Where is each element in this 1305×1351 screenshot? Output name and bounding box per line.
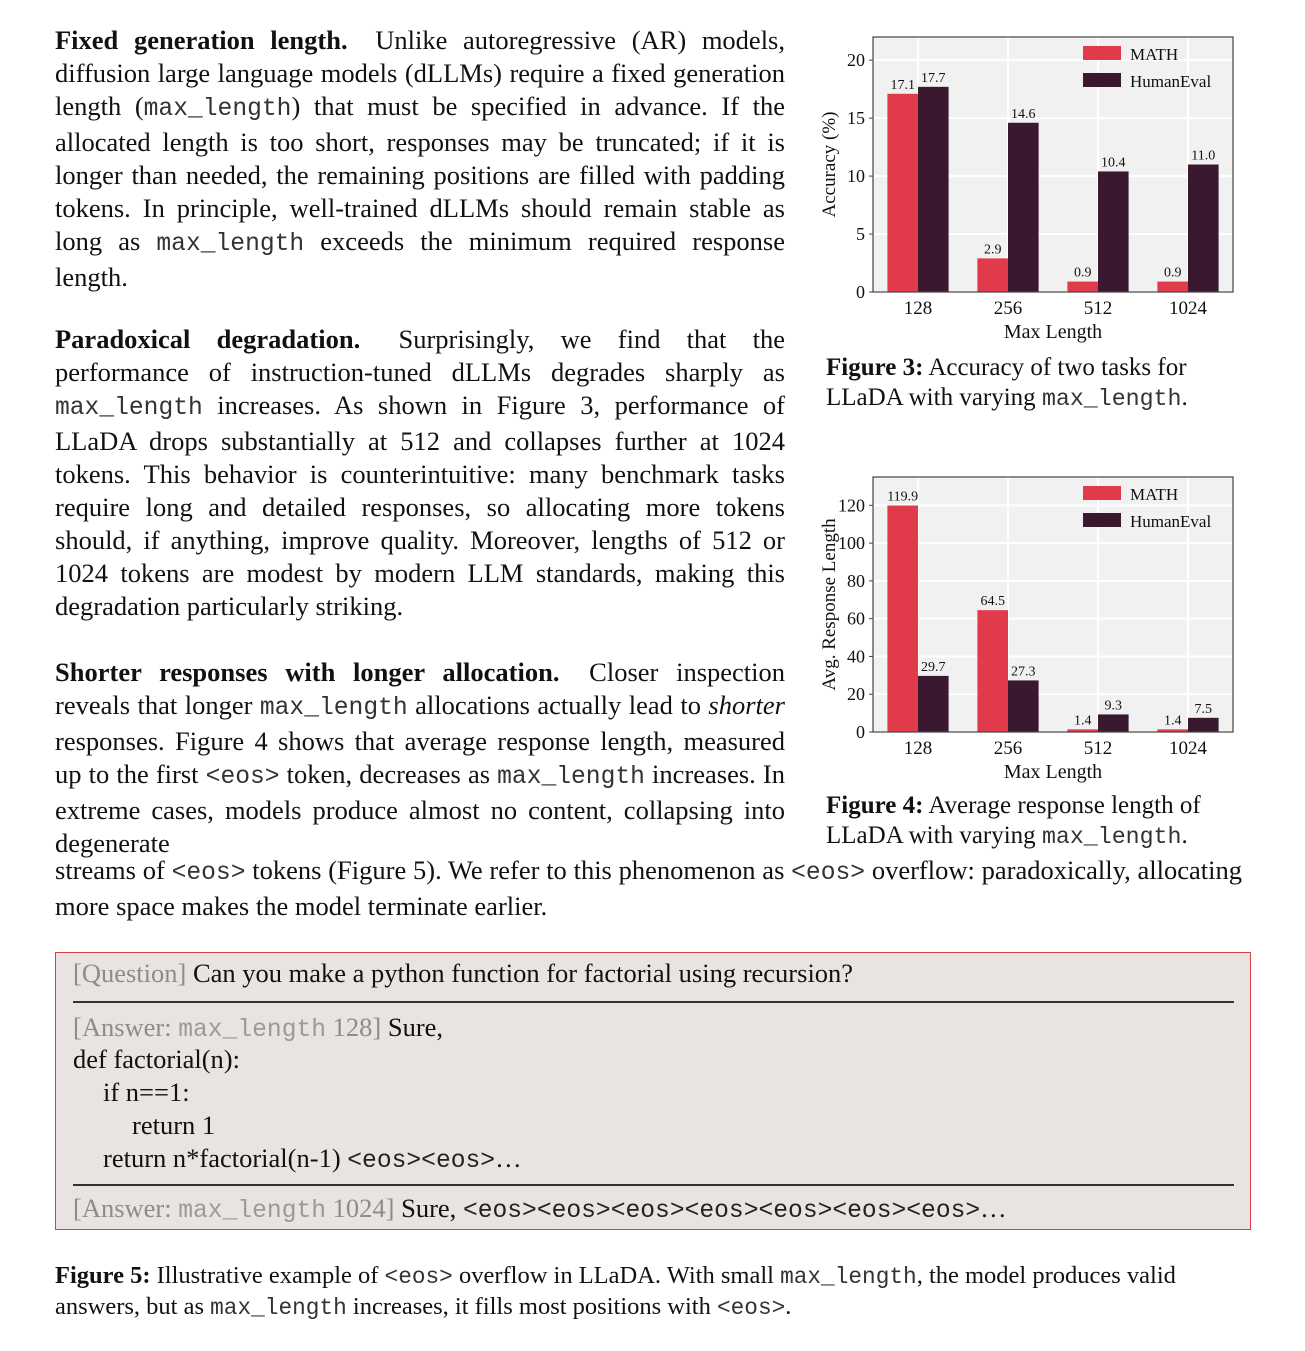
answer-tag bbox=[73, 1012, 381, 1042]
divider bbox=[73, 1184, 1234, 1186]
paragraph-text: ) that must be specified in advance. If the allocated length is too short, responses may be truncated; if it is longer than needed, the remaining positions are filled with padding tokens. In principle, well-trained dLLMs should remain stable as long as bbox=[55, 91, 785, 256]
legend-label: HumanEval bbox=[1130, 512, 1212, 531]
y-tick-label: 0 bbox=[856, 282, 865, 302]
paragraph-text: overflow: paradoxically, allocating more space makes the model terminate earlier. bbox=[55, 855, 1242, 921]
figure-4-caption bbox=[826, 791, 1246, 852]
caption-text: Accuracy of two tasks for LLaDA with varying bbox=[826, 354, 1187, 411]
inline-code: max_length bbox=[259, 694, 408, 722]
answer-tag-text: [Answer: bbox=[73, 1193, 179, 1223]
paragraph-shorter-responses bbox=[55, 656, 785, 860]
figure-label: Figure 4: bbox=[826, 792, 924, 819]
eos-tokens: <eos><eos><eos><eos><eos><eos><eos> bbox=[462, 1197, 981, 1225]
legend-label: MATH bbox=[1130, 45, 1179, 64]
x-tick-label: 256 bbox=[993, 298, 1023, 319]
inline-code: max_length bbox=[210, 1295, 347, 1321]
bar-data-label: 0.9 bbox=[1073, 265, 1092, 281]
paragraph-text: increases. As shown in Figure 3, performance of LLaDA drops substantially at 512 and collapses further at 1024 tokens. This behavior is counterintuitive: many benchmark tasks require long and detailed responses, so allocating more tokens should, if anything, improve quality. Moreover, lengths of 512 or 1024 tokens are modest by modern LLM standards, making this degradation particularly striking. bbox=[55, 390, 785, 621]
paragraph-paradoxical-degradation bbox=[55, 323, 785, 623]
accuracy-bar-chart bbox=[815, 30, 1245, 350]
bar-data-label: 17.7 bbox=[921, 70, 946, 86]
caption-text: , the model produces valid answers, but as bbox=[55, 1262, 1176, 1320]
figure-4-chart bbox=[815, 470, 1245, 790]
inline-code: max_length bbox=[55, 394, 203, 422]
x-tick-label: 128 bbox=[903, 738, 933, 759]
figure-3-caption bbox=[826, 353, 1246, 414]
answer-tag-text: [Answer: bbox=[73, 1012, 179, 1042]
code-line: def factorial(n): bbox=[73, 1044, 240, 1074]
y-tick-label: 5 bbox=[856, 224, 865, 245]
code-line-with-eos bbox=[103, 1142, 522, 1178]
bar-humaneval bbox=[1188, 165, 1219, 293]
bar-data-label: 64.5 bbox=[980, 594, 1005, 610]
figure-label: Figure 3: bbox=[826, 354, 924, 381]
x-tick-label: 256 bbox=[993, 738, 1023, 759]
inline-code: <eos> bbox=[384, 1264, 453, 1290]
ellipsis: … bbox=[980, 1193, 1007, 1223]
legend-swatch-math bbox=[1083, 486, 1121, 500]
bar-humaneval bbox=[918, 87, 949, 292]
inline-code: max_length bbox=[497, 763, 645, 791]
answer-text: Sure, bbox=[401, 1193, 457, 1223]
paragraph-text: responses. Figure 4 shows that average response length, measured up to the first bbox=[55, 726, 785, 789]
bar-data-label: 10.4 bbox=[1101, 155, 1126, 171]
bar-data-label: 17.1 bbox=[890, 77, 915, 93]
paragraph-text: Closer inspection reveals that longer bbox=[55, 657, 785, 720]
x-axis-label: Max Length bbox=[1003, 321, 1103, 343]
inline-code: <eos> bbox=[171, 859, 246, 887]
legend-label: MATH bbox=[1130, 485, 1179, 504]
y-axis-label: Avg. Response Length bbox=[819, 518, 840, 691]
paragraph-text: allocations actually lead to bbox=[407, 690, 709, 720]
answer-tag bbox=[73, 1193, 394, 1223]
bar-math bbox=[977, 610, 1008, 732]
ellipsis: … bbox=[495, 1143, 522, 1173]
legend-swatch-humaneval bbox=[1083, 73, 1121, 87]
paragraph-heading: Fixed generation length. bbox=[55, 25, 348, 55]
answer-text: Sure, bbox=[387, 1012, 444, 1042]
inline-code: <eos> bbox=[716, 1295, 786, 1321]
figure-5-caption bbox=[55, 1261, 1245, 1323]
code-text: return n*factorial(n-1) bbox=[103, 1143, 341, 1173]
x-axis-label: Max Length bbox=[1003, 761, 1103, 783]
bar-math bbox=[1157, 282, 1188, 292]
code-line: return 1 bbox=[132, 1110, 216, 1140]
y-tick-label: 0 bbox=[856, 722, 865, 742]
response-length-bar-chart bbox=[815, 470, 1245, 790]
bar-data-label: 7.5 bbox=[1194, 701, 1213, 717]
x-tick-label: 1024 bbox=[1169, 298, 1207, 319]
bar-data-label: 119.9 bbox=[887, 489, 919, 505]
inline-code: max_length bbox=[156, 230, 305, 258]
caption-text: . bbox=[1181, 822, 1188, 849]
paragraph-text: tokens (Figure 5). We refer to this phenomenon as bbox=[245, 855, 792, 885]
code-line: if n==1: bbox=[103, 1077, 190, 1107]
question-row bbox=[73, 957, 853, 990]
legend-swatch-humaneval bbox=[1083, 513, 1121, 527]
y-tick-label: 60 bbox=[847, 608, 865, 629]
bar-math bbox=[1067, 282, 1098, 292]
bar-data-label: 2.9 bbox=[983, 242, 1002, 258]
inline-code: max_length bbox=[178, 1197, 327, 1225]
y-tick-label: 10 bbox=[847, 166, 865, 187]
inline-code: max_length bbox=[780, 1264, 917, 1290]
legend-swatch-math bbox=[1083, 46, 1121, 60]
y-tick-label: 100 bbox=[838, 533, 865, 554]
y-tick-label: 20 bbox=[847, 684, 865, 705]
answer-tag-text: 128] bbox=[326, 1012, 382, 1042]
caption-text: Illustrative example of bbox=[156, 1262, 385, 1289]
paragraph-text: token, decreases as bbox=[279, 759, 498, 789]
eos-overflow-example-box bbox=[55, 952, 1251, 1230]
bar-humaneval bbox=[1008, 123, 1039, 292]
x-tick-label: 128 bbox=[903, 298, 933, 319]
bar-data-label: 27.3 bbox=[1011, 664, 1036, 680]
y-axis-label: Accuracy (%) bbox=[819, 111, 840, 218]
bar-data-label: 9.3 bbox=[1104, 698, 1123, 714]
bar-humaneval bbox=[1008, 680, 1039, 732]
caption-text: . bbox=[785, 1293, 792, 1320]
y-tick-label: 20 bbox=[847, 50, 865, 71]
bar-math bbox=[977, 258, 1008, 292]
paragraph-text: exceeds the minimum required response length. bbox=[55, 226, 786, 292]
paragraph-fixed-generation-length bbox=[55, 24, 785, 294]
bar-data-label: 1.4 bbox=[1073, 713, 1092, 729]
eos-tokens: <eos><eos> bbox=[347, 1147, 496, 1175]
figure-label: Figure 5: bbox=[55, 1262, 151, 1289]
caption-text: . bbox=[1181, 384, 1188, 411]
caption-text: Average response length of LLaDA with varying bbox=[826, 792, 1201, 849]
bar-humaneval bbox=[1188, 718, 1219, 732]
bar-math bbox=[887, 94, 918, 292]
paragraph-shorter-responses-continued bbox=[55, 854, 1242, 923]
answer-tag-text: 1024] bbox=[326, 1193, 395, 1223]
inline-code: max_length bbox=[143, 95, 292, 123]
legend-label: HumanEval bbox=[1130, 72, 1212, 91]
y-tick-label: 80 bbox=[847, 570, 865, 591]
caption-text: overflow in LLaDA. With small bbox=[452, 1262, 781, 1289]
figure-3-chart bbox=[815, 30, 1245, 350]
y-tick-label: 15 bbox=[847, 108, 865, 129]
paragraph-heading: Shorter responses with longer allocation. bbox=[55, 657, 560, 687]
bar-data-label: 29.7 bbox=[921, 659, 946, 675]
divider bbox=[73, 1001, 1234, 1003]
bar-data-label: 11.0 bbox=[1191, 148, 1216, 164]
paragraph-heading: Paradoxical degradation. bbox=[55, 324, 361, 354]
inline-code: max_length bbox=[1041, 386, 1182, 412]
answer-1024-row bbox=[73, 1192, 1007, 1228]
bar-data-label: 14.6 bbox=[1011, 106, 1036, 122]
bar-humaneval bbox=[918, 676, 949, 732]
inline-code: max_length bbox=[178, 1016, 327, 1044]
bar-data-label: 0.9 bbox=[1163, 265, 1182, 281]
inline-code: <eos> bbox=[791, 859, 866, 887]
paragraph-text: Surprisingly, we find that the performance of instruction-tuned dLLMs degrades sharply as bbox=[55, 324, 786, 387]
question-tag: [Question] bbox=[73, 958, 187, 988]
y-tick-label: 120 bbox=[838, 495, 865, 516]
bar-math bbox=[887, 506, 918, 732]
bar-data-label: 1.4 bbox=[1163, 713, 1182, 729]
y-tick-label: 40 bbox=[847, 646, 865, 667]
question-text: Can you make a python function for factorial using recursion? bbox=[192, 958, 854, 988]
x-tick-label: 512 bbox=[1083, 298, 1113, 319]
paragraph-text: streams of bbox=[55, 855, 172, 885]
inline-code: <eos> bbox=[205, 763, 280, 791]
bar-humaneval bbox=[1098, 171, 1129, 292]
emphasis-text: shorter bbox=[708, 690, 785, 720]
x-tick-label: 512 bbox=[1083, 738, 1113, 759]
bar-humaneval bbox=[1098, 714, 1129, 732]
x-tick-label: 1024 bbox=[1169, 738, 1207, 759]
caption-text: increases, it fills most positions with bbox=[346, 1293, 717, 1320]
inline-code: max_length bbox=[1041, 824, 1182, 850]
paragraph-text: increases. In extreme cases, models produce almost no content, collapsing into degenerate bbox=[55, 759, 785, 858]
paragraph-text: Unlike autoregressive (AR) models, diffusion large language models (dLLMs) require a fixed generation length ( bbox=[55, 25, 785, 121]
answer-128-header bbox=[73, 1011, 443, 1047]
